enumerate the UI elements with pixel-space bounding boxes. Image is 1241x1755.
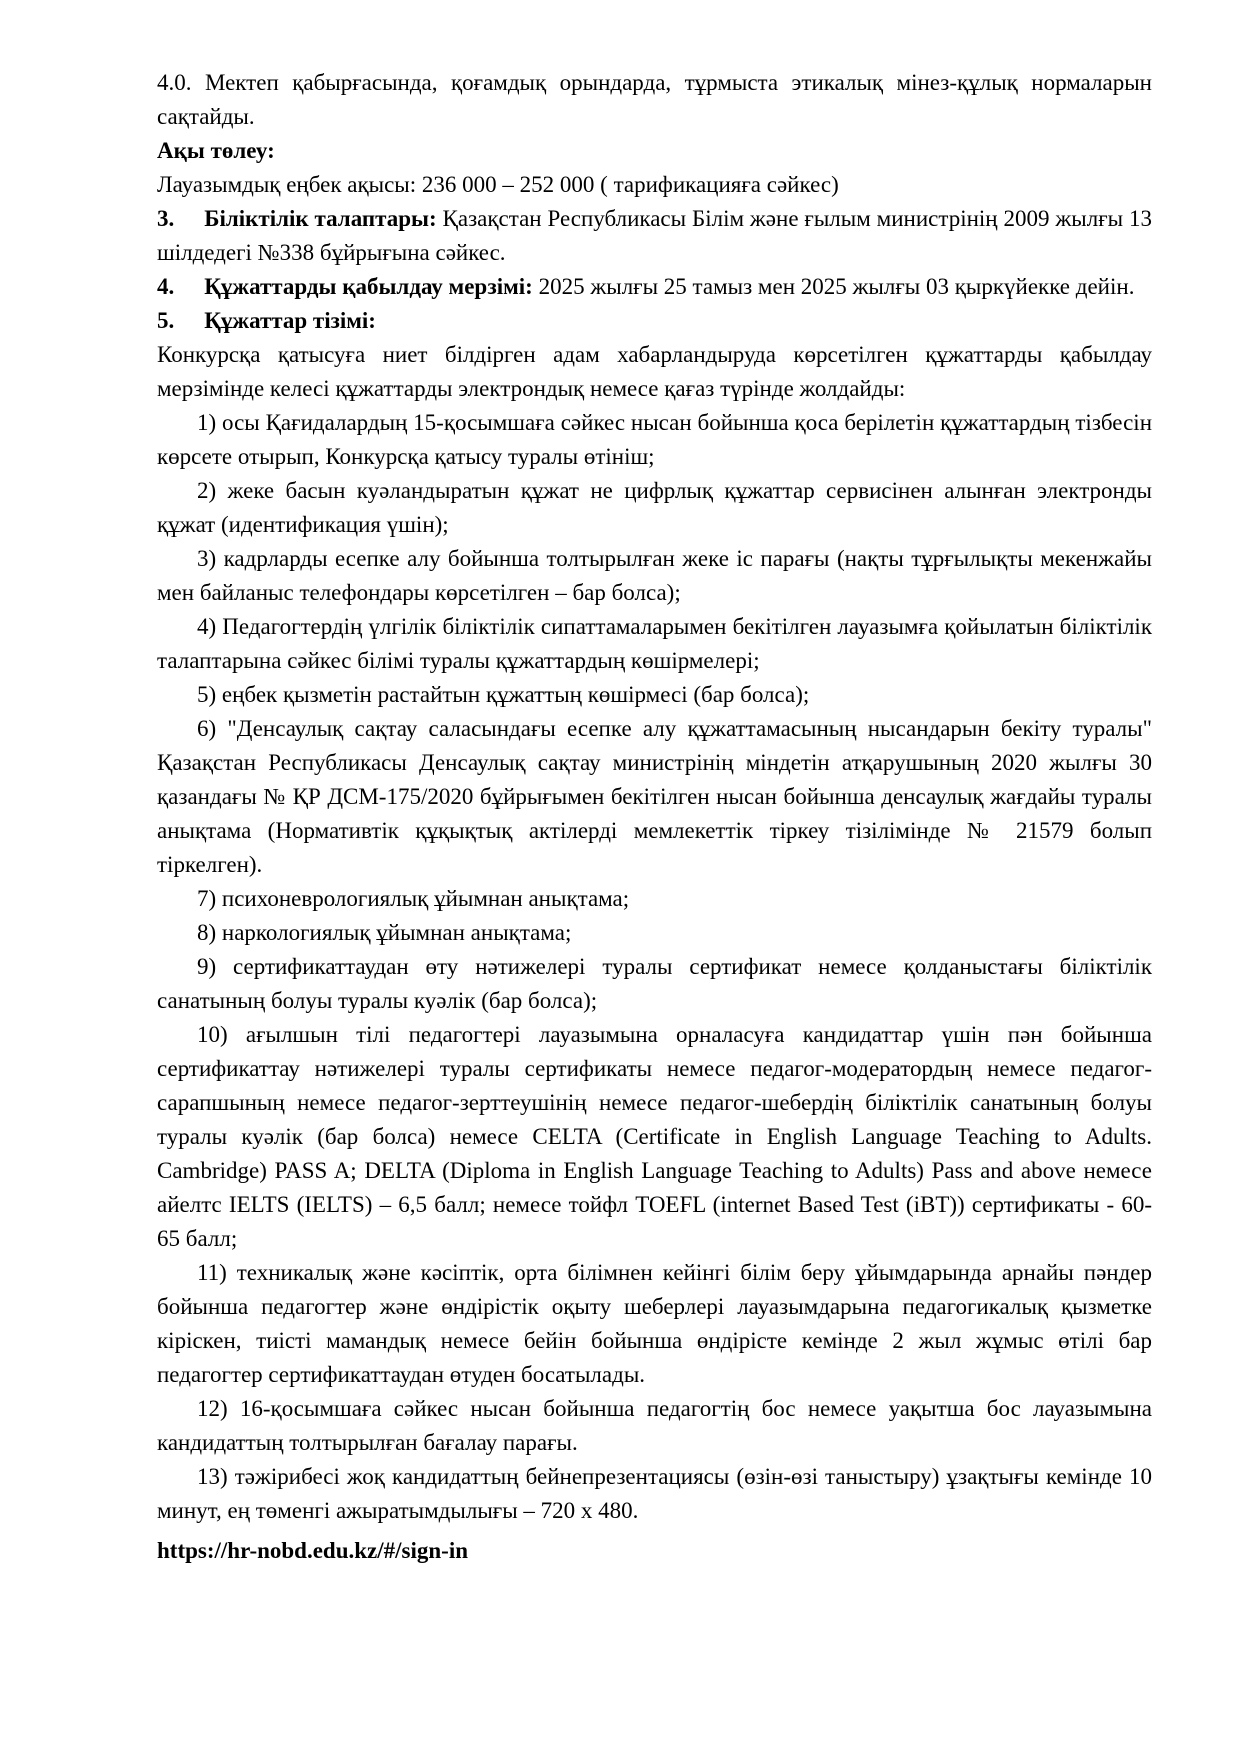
list-item-10 <box>157 1018 1152 1256</box>
list-item-13 <box>157 1460 1152 1528</box>
ethics-paragraph <box>157 66 1152 134</box>
list-item-1 <box>157 406 1152 474</box>
ethics-paragraph-text: 4.0. Мектеп қабырғасында, қоғамдық орындарда, тұрмыста этикалық мінез-құлық нормаларын сақтайды. <box>157 70 1152 129</box>
list-item-1-text: 1) осы Қағидалардың 15-қосымшаға сәйкес нысан бойынша қоса берілетін құжаттардың тізбесін көрсете отырып, Конкурсқа қатысу туралы өтініш; <box>157 410 1152 469</box>
section-4-deadline-text: Құжаттарды қабылдау мерзімі: <box>204 274 533 299</box>
list-item-11-text: 11) техникалық және кәсіптік, орта білімнен кейінгі білім беру ұйымдарында арнайы пәндер бойынша педагогтер және өндірістік оқыту шеберлері лауазымдарына педагогикалық қызметке кіріскен, тиісті мамандық немесе бейін бойынша өндірісте кемінде 2 жыл жұмыс өтілі бар педагогтер сертификаттаудан өтуден босатылады. <box>157 1260 1152 1387</box>
list-item-5 <box>157 678 1152 712</box>
salary-line-text: Лауазымдық еңбек ақысы: 236 000 – 252 000 ( тарификацияға сәйкес) <box>157 172 839 197</box>
list-item-5-text: 5) еңбек қызметін растайтын құжаттың көшірмесі (бар болса); <box>197 682 810 707</box>
list-item-2 <box>157 474 1152 542</box>
section-4-deadline-text: 4. <box>157 274 175 299</box>
section-5-documents-text: 5. <box>157 308 175 333</box>
section-4-deadline <box>157 270 1152 304</box>
section-5-documents-text: Құжаттар тізімі: <box>204 308 376 333</box>
pay-heading-text: Ақы төлеу: <box>157 138 275 163</box>
document-content <box>157 66 1152 1568</box>
list-item-6-text: 6) "Денсаулық сақтау саласындағы есепке алу құжаттамасының нысандарын бекіту туралы" Қазақстан Республикасы Денсаулық сақтау министрінің міндетін атқарушының 2020 жылғы 30 қазандағы № ҚР ДСМ-175/2020 бұйрығымен бекітілген нысан бойынша денсаулық жағдайы туралы анықтама (Нормативтік құқықтық актілерді мемлекеттік тіркеу тізілімінде № 21579 болып тіркелген). <box>157 716 1152 877</box>
salary-line <box>157 168 1152 202</box>
list-item-4-text: 4) Педагогтердің үлгілік біліктілік сипаттамаларымен бекітілген лауазымға қойылатын біліктілік талаптарына сәйкес білімі туралы құжаттардың көшірмелері; <box>157 614 1152 673</box>
list-item-3-text: 3) кадрларды есепке алу бойынша толтырылған жеке іс парағы (нақты тұрғылықты мекенжайы мен байланыс телефондары көрсетілген – бар болса); <box>157 546 1152 605</box>
list-item-12-text: 12) 16-қосымшаға сәйкес нысан бойынша педагогтің бос немесе уақытша бос лауазымына кандидаттың толтырылған бағалау парағы. <box>157 1396 1152 1455</box>
list-item-11 <box>157 1256 1152 1392</box>
section-3-qualification-text: 3. <box>157 206 175 231</box>
list-item-7-text: 7) психоневрологиялық ұйымнан анықтама; <box>197 886 630 911</box>
list-item-2-text: 2) жеке басын куәландыратын құжат не цифрлық құжаттар сервисінен алынған электронды құжат (идентификация үшін); <box>157 478 1152 537</box>
list-item-13-text: 13) тәжірибесі жоқ кандидаттың бейнепрезентациясы (өзін-өзі таныстыру) ұзақтығы кемінде 10 минут, ең төменгі ажыратымдылығы – 720 x 480. <box>157 1464 1152 1523</box>
list-item-9-text: 9) сертификаттаудан өту нәтижелері туралы сертификат немесе қолданыстағы біліктілік санатының болуы туралы куәлік (бар болса); <box>157 954 1152 1013</box>
signin-url-text: https://hr-nobd.edu.kz/#/sign-in <box>157 1538 469 1563</box>
documents-intro-text: Конкурсқа қатысуға ниет білдірген адам хабарландыруда көрсетілген құжаттарды қабылдау мерзімінде келесі құжаттарды электрондық немесе қағаз түрінде жолдайды: <box>157 342 1152 401</box>
documents-intro <box>157 338 1152 406</box>
list-item-12 <box>157 1392 1152 1460</box>
section-3-qualification <box>157 202 1152 270</box>
list-item-9 <box>157 950 1152 1018</box>
list-item-6 <box>157 712 1152 882</box>
list-item-3 <box>157 542 1152 610</box>
list-item-10-text: 10) ағылшын тілі педагогтері лауазымына орналасуға кандидаттар үшін пән бойынша сертификаттау нәтижелері туралы сертификаты немесе педагог-модератордың немесе педагог-сарапшының немесе педагог-зерттеушінің немесе педагог-шебердің біліктілік санатының болуы туралы куәлік (бар болса) немесе CELTA (Certificate in English Language Teaching to Adults. Cambridge) PASS A; DELTA (Diploma in English Language Teaching to Adults) Pass and above немесе айелтс IELTS (IELTS) – 6,5 балл; немесе тойфл TOEFL (internet Based Test (iBT)) сертификаты - 60-65 балл; <box>157 1022 1152 1251</box>
list-item-4 <box>157 610 1152 678</box>
section-5-documents <box>157 304 1152 338</box>
signin-url <box>157 1534 1152 1568</box>
section-3-qualification-text: Қазақстан Республикасы Білім және ғылым министрінің 2009 жылғы 13 шілдедегі №338 бұйрығына сәйкес. <box>157 206 1152 265</box>
list-item-7 <box>157 882 1152 916</box>
pay-heading <box>157 134 1152 168</box>
list-item-8-text: 8) наркологиялық ұйымнан анықтама; <box>197 920 572 945</box>
list-item-8 <box>157 916 1152 950</box>
section-4-deadline-text: 2025 жылғы 25 тамыз мен 2025 жылғы 03 қыркүйекке дейін. <box>532 274 1135 299</box>
section-3-qualification-text: Біліктілік талаптары: <box>204 206 437 231</box>
